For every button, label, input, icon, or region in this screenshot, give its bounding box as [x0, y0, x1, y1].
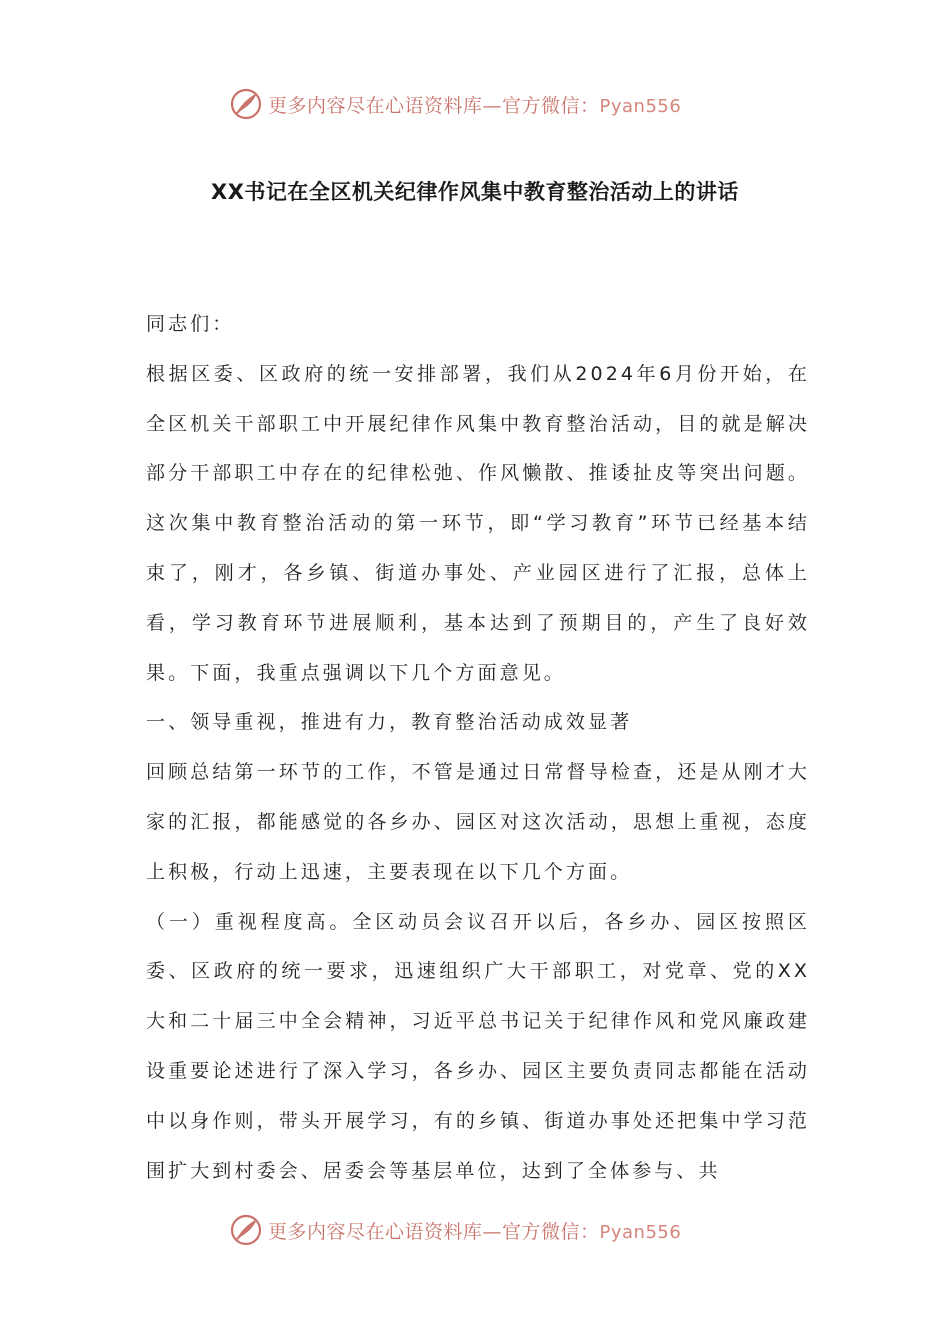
document-title: XX书记在全区机关纪律作风集中教育整治活动上的讲话: [211, 180, 739, 204]
paragraph-intro: 根据区委、区政府的统一安排部署，我们从2024年6月份开始，在全区机关干部职工中开展纪律作风集中教育整治活动，目的就是解决部分干部职工中存在的纪律松弛、作风懒散、推诿扯皮等突出问题。这次集中教育整治活动的第一环节，即“学习教育”环节已经基本结束了，刚才，各乡镇、街道办事处、产业园区进行了汇报，总体上看，学习教育环节进展顺利，基本达到了预期目的，产生了良好效果。下面，我重点强调以下几个方面意见。: [146, 362, 810, 684]
quill-logo-icon: [228, 1212, 264, 1248]
watermark-main-text: 更多内容尽在心语资料库—官方微信：: [268, 94, 600, 117]
watermark-wechat-id: Pyan556: [599, 1221, 682, 1243]
paragraph-review: 回顾总结第一环节的工作，不管是通过日常督导检查，还是从刚才大家的汇报，都能感觉的各乡办、园区对这次活动，思想上重视，态度上积极，行动上迅速，主要表现在以下几个方面。: [146, 761, 810, 883]
watermark-header: [228, 84, 748, 124]
quill-logo-icon: [228, 86, 264, 122]
watermark-main-text: 更多内容尽在心语资料库—官方微信：: [268, 1220, 600, 1243]
salutation: 同志们：: [146, 313, 235, 335]
watermark-text: [268, 91, 681, 118]
paragraph-subsection-1: （一）重视程度高。全区动员会议召开以后，各乡办、园区按照区委、区政府的统一要求，迅速组织广大干部职工，对党章、党的XX大和二十届三中全会精神，习近平总书记关于纪律作风和党风廉政建设重要论述进行了深入学习，各乡办、园区主要负责同志都能在活动中以身作则，带头开展学习，有的乡镇、街道办事处还把集中学习范围扩大到村委会、居委会等基层单位，达到了全体参与、共: [146, 910, 810, 1182]
document-body: [146, 300, 810, 1196]
watermark-footer: [228, 1210, 748, 1250]
watermark-wechat-id: Pyan556: [599, 95, 682, 117]
watermark-text: [268, 1217, 681, 1244]
section-heading-1: 一、领导重视，推进有力，教育整治活动成效显著: [146, 711, 633, 734]
